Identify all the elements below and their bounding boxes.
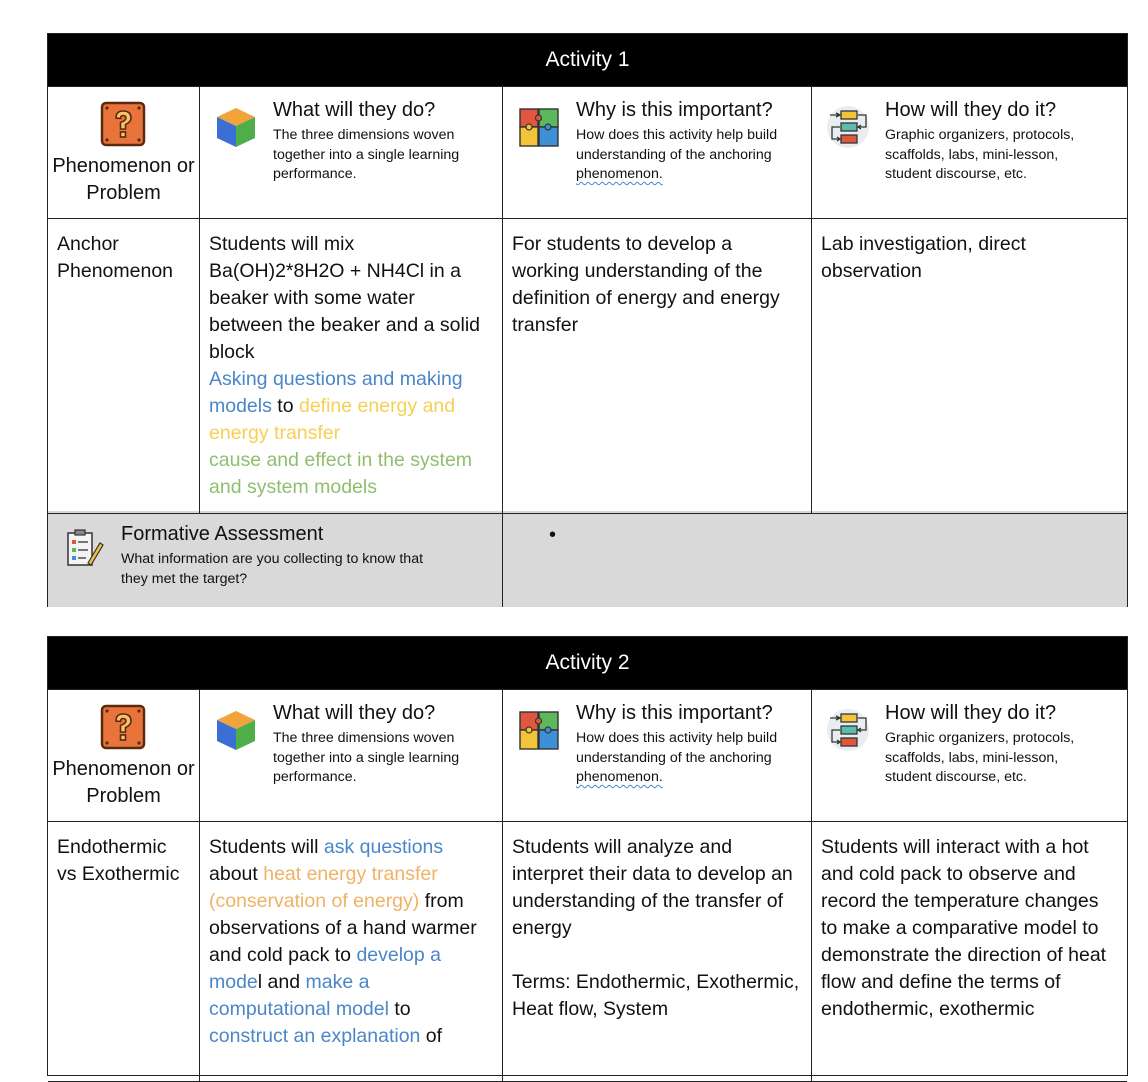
how-subtitle: Graphic organizers, protocols, scaffolds, labs, mini-lesson, student discourse, etc. (885, 127, 1075, 182)
why-title: Why is this important? (576, 99, 773, 121)
spellcheck-word[interactable]: phenomenon. (576, 166, 663, 182)
what-subtitle: The three dimensions woven together into a single learning performance. (273, 127, 460, 182)
activity-2-how: Students will interact with a hot and cold pack to observe and record the temperature changes to make a comparative model to demonstrate the direction of heat flow and define the terms of endothermic, exothermic (812, 822, 1127, 1082)
what-subtitle: The three dimensions woven together into a single learning performance. (273, 730, 460, 785)
flowchart-icon (826, 708, 870, 752)
question-block-icon (100, 704, 146, 750)
formative-subtitle: What information are you collecting to know that they met the target? (121, 551, 424, 587)
what-header (200, 690, 503, 822)
activity-2-phenomenon: Endothermic vs Exothermic (48, 822, 200, 1082)
what-header (200, 87, 503, 219)
activity-1-what: Students will mix Ba(OH)2*8H2O + NH4Cl in a beaker with some water between the beaker and a solid block Asking questions and making models to define energy and energy transfer cause and effect in the system and system models (200, 219, 503, 514)
activity-1-table (47, 33, 1128, 607)
how-header (812, 690, 1127, 822)
flowchart-icon (826, 105, 870, 149)
why-header (503, 87, 812, 219)
what-title: What will they do? (273, 702, 436, 724)
how-title: How will they do it? (885, 99, 1057, 121)
what-title: What will they do? (273, 99, 436, 121)
how-header (812, 87, 1127, 219)
bullet-point: • (549, 524, 557, 546)
formative-title: Formative Assessment (121, 523, 324, 545)
activity-1-why: For students to develop a working understanding of the definition of energy and energy transfer (503, 219, 812, 514)
why-subtitle: How does this activity help build understanding of the anchoring phenomenon. (576, 730, 778, 785)
phenomenon-header-label: Phenomenon or Problem (52, 758, 195, 807)
puzzle-icon (517, 105, 561, 149)
formative-assessment-row (48, 511, 1127, 607)
phenomenon-header-label: Phenomenon or Problem (52, 155, 195, 204)
cube-icon (214, 105, 258, 149)
activity-2-table (47, 636, 1128, 1076)
puzzle-icon (517, 708, 561, 752)
how-title: How will they do it? (885, 702, 1057, 724)
activity-2-what: Students will ask questions about heat energy transfer (conservation of energy) from observations of a hand warmer and cold pack to develop a model and make a computational model to construct an explanation of (200, 822, 503, 1082)
why-subtitle: How does this activity help build understanding of the anchoring phenomenon. (576, 127, 778, 182)
checklist-icon (64, 529, 104, 569)
phenomenon-header (48, 690, 200, 822)
spellcheck-word[interactable]: phenomenon. (576, 769, 663, 785)
question-block-icon (100, 101, 146, 147)
phenomenon-header (48, 87, 200, 219)
why-title: Why is this important? (576, 702, 773, 724)
activity-1-phenomenon: Anchor Phenomenon (48, 219, 200, 514)
formative-response[interactable] (503, 511, 1127, 607)
why-header (503, 690, 812, 822)
how-subtitle: Graphic organizers, protocols, scaffolds, labs, mini-lesson, student discourse, etc. (885, 730, 1075, 785)
activity-2-title: Activity 2 (48, 637, 1127, 690)
activity-2-why: Students will analyze and interpret their data to develop an understanding of the transfer of energy Terms: Endothermic, Exothermic, Heat flow, System (503, 822, 812, 1082)
cube-icon (214, 708, 258, 752)
activity-1-how: Lab investigation, direct observation (812, 219, 1127, 514)
activity-1-title: Activity 1 (48, 34, 1127, 87)
